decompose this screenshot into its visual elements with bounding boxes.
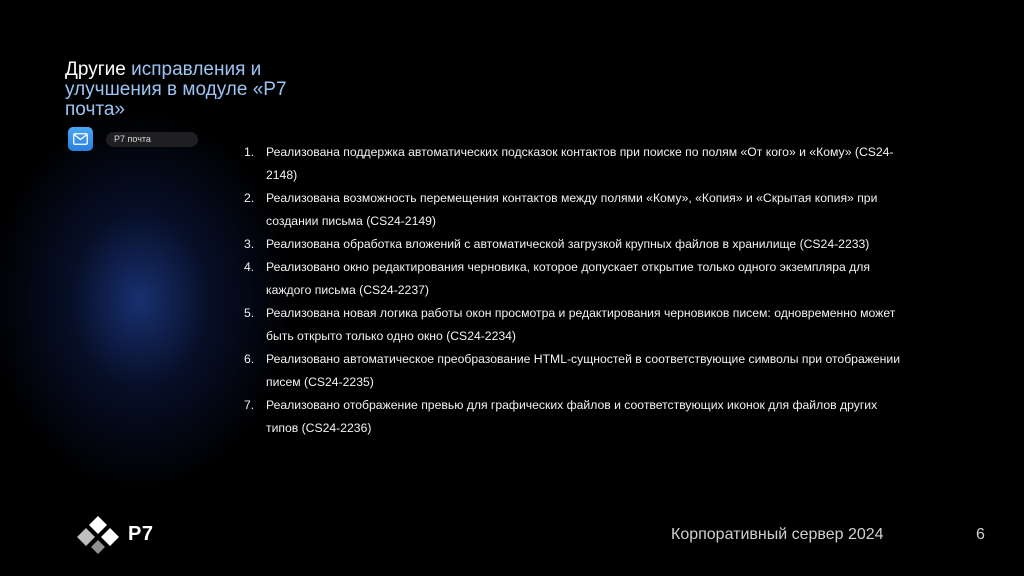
list-item [244,233,904,256]
list-item [244,256,904,302]
footer-title: Корпоративный сервер 2024 [671,526,884,543]
page-number: 6 [976,526,985,543]
list-item-number: 7. [244,398,255,412]
title-part-white: Другие [65,59,132,80]
title-part-blue: исправления и улучшения в модуле «Р7 почта» [65,59,287,120]
app-chip [68,127,200,151]
list-item [244,348,904,394]
list-item-number: 6. [244,352,255,366]
list-item [244,141,904,187]
list-item-text: Реализована обработка вложений с автоматической загрузкой крупных файлов в хранилище (CS24-2233) [266,237,870,251]
list-item [244,187,904,233]
list-item-text: Реализовано окно редактирования черновика, которое допускает открытие только одного экземпляра для каждого письма (CS24-2237) [266,260,870,297]
list-item [244,302,904,348]
list-item-text: Реализована возможность перемещения контактов между полями «Кому», «Копия» и «Скрытая копия» при создании письма (CS24-2149) [266,191,878,228]
list-item-number: 2. [244,191,255,205]
app-label: Р7 почта [114,134,151,144]
list-item-number: 4. [244,260,255,274]
list-item-text: Реализовано автоматическое преобразование HTML-сущностей в соответствующие символы при отображении писем (CS24-2235) [266,352,901,389]
list-item [244,394,904,440]
list-item-number: 1. [244,145,255,159]
r7-logo [74,514,164,554]
slide-title [65,60,325,120]
r7-logo-icon [74,514,122,554]
list-item-text: Реализовано отображение превью для графических файлов и соответствующих иконок для файлов других типов (CS24-2236) [266,398,878,435]
list-item-number: 3. [244,237,255,251]
list-item-text: Реализована поддержка автоматических подсказок контактов при поиске по полям «От кого» и «Кому» (CS24-2148) [266,145,894,182]
logo-text: Р7 [128,523,154,545]
improvements-list [244,141,904,440]
app-label-pill [106,132,198,147]
list-item-text: Реализована новая логика работы окон просмотра и редактирования черновиков писем: одновременно может быть открыто только одно окно (CS24-2234) [266,306,896,343]
mail-icon [68,127,93,151]
list-item-number: 5. [244,306,255,320]
